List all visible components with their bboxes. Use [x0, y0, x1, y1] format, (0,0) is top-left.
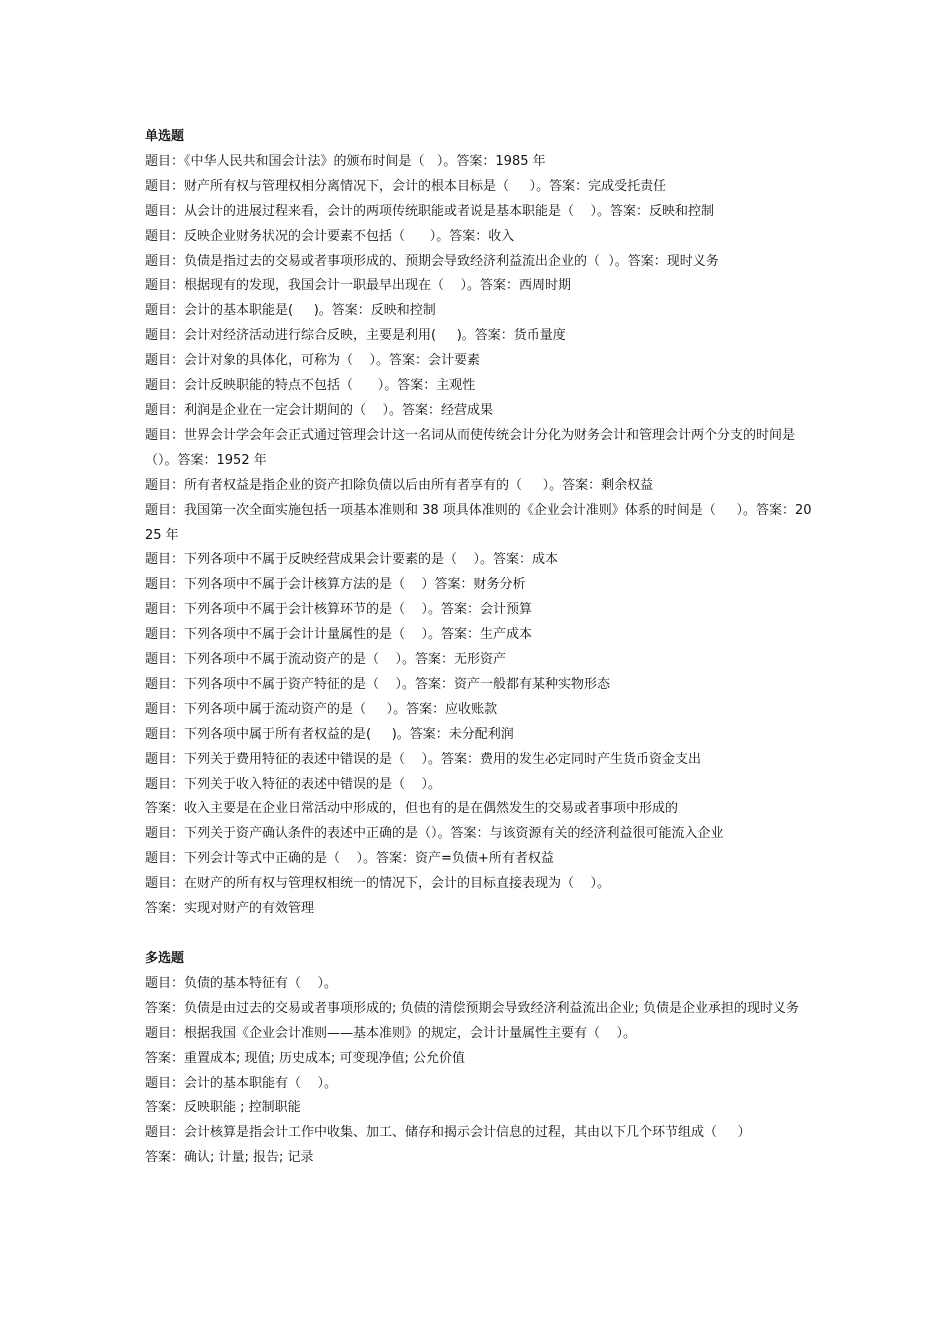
- question-line: 题目：会计的基本职能是( )。答案：反映和控制: [145, 303, 436, 319]
- question-line: 题目：反映企业财务状况的会计要素不包括（ ）。答案：收入: [145, 228, 515, 244]
- question-line: 题目：下列各项中不属于资产特征的是（ ）。答案：资产一般都有某种实物形态: [145, 676, 611, 692]
- question-list: [145, 150, 815, 922]
- question-line: 题目：下列关于费用特征的表述中错误的是（ ）。答案：费用的发生必定同时产生货币资金支出: [145, 751, 702, 767]
- section-multiple-choice: [145, 947, 815, 1171]
- question-line: 题目：世界会计学会年会正式通过管理会计这一名词从而使传统会计分化为财务会计和管理会计两个分支的时间是（）。答案：1952 年: [145, 427, 796, 468]
- question-line: 题目：下列关于收入特征的表述中错误的是（ ）。: [145, 776, 442, 792]
- question-line: 题目：利润是企业在一定会计期间的（ ）。答案：经营成果: [145, 402, 494, 418]
- question-line: 题目：负债是指过去的交易或者事项形成的、预期会导致经济利益流出企业的（ ）。答案：现时义务: [145, 253, 719, 269]
- question-line: 题目：下列会计等式中正确的是（ ）。答案：资产=负债+所有者权益: [145, 851, 554, 867]
- question-line: 题目：财产所有权与管理权相分离情况下，会计的根本目标是（ ）。答案：完成受托责任: [145, 178, 667, 194]
- question-line: 题目：下列各项中不属于会计计量属性的是（ ）。答案：生产成本: [145, 627, 533, 643]
- question-line: 题目：会计对经济活动进行综合反映，主要是利用( )。答案：货币量度: [145, 328, 566, 344]
- question-line: 题目：会计核算是指会计工作中收集、加工、储存和揭示会计信息的过程，其由以下几个环节组成（ ）: [145, 1125, 751, 1141]
- question-line: 题目：会计的基本职能有（ ）。: [145, 1075, 338, 1091]
- section-single-choice: [145, 125, 815, 922]
- question-line: 题目：下列各项中属于所有者权益的是( )。答案：未分配利润: [145, 726, 514, 742]
- question-line: 题目：在财产的所有权与管理权相统一的情况下，会计的目标直接表现为（ ）。: [145, 876, 611, 892]
- question-line: 答案：负债是由过去的交易或者事项形成的; 负债的清偿预期会导致经济利益流出企业; 负债是企业承担的现时义务: [145, 1000, 800, 1016]
- question-line: 答案：反映职能 ; 控制职能: [145, 1100, 301, 1116]
- question-line: 答案：收入主要是在企业日常活动中形成的，但也有的是在偶然发生的交易或者事项中形成的: [145, 801, 679, 817]
- question-line: 题目：负债的基本特征有（ ）。: [145, 975, 338, 991]
- question-line: 题目：下列关于资产确认条件的表述中正确的是（）。答案：与该资源有关的经济利益很可能流入企业: [145, 826, 724, 842]
- question-line: 答案：重置成本; 现值; 历史成本; 可变现净值; 公允价值: [145, 1050, 466, 1066]
- question-list: [145, 972, 815, 1171]
- question-line: 题目：根据现有的发现，我国会计一职最早出现在（ ）。答案：西周时期: [145, 278, 572, 294]
- question-line: 题目：下列各项中不属于会计核算方法的是（ ）答案：财务分析: [145, 577, 526, 593]
- question-line: 题目：我国第一次全面实施包括一项基本准则和 38 项具体准则的《企业会计准则》体系的时间是（ ）。答案：2025 年: [145, 502, 812, 543]
- question-line: 题目：下列各项中不属于会计核算环节的是（ ）。答案：会计预算: [145, 602, 533, 618]
- question-line: 答案：实现对财产的有效管理: [145, 901, 315, 917]
- section-title: 单选题: [145, 129, 185, 144]
- question-line: 题目：会计反映职能的特点不包括（ ）。答案：主观性: [145, 378, 476, 394]
- question-line: 题目：《中华人民共和国会计法》的颁布时间是（ ）。答案：1985 年: [145, 153, 546, 169]
- question-line: 题目：从会计的进展过程来看，会计的两项传统职能或者说是基本职能是（ ）。答案：反映和控制: [145, 203, 715, 219]
- question-line: 题目：下列各项中不属于流动资产的是（ ）。答案：无形资产: [145, 652, 507, 668]
- document-page: [145, 125, 815, 1171]
- section-title: 多选题: [145, 951, 185, 966]
- question-line: 题目：会计对象的具体化，可称为（ ）。答案：会计要素: [145, 353, 481, 369]
- question-line: 题目：下列各项中不属于反映经营成果会计要素的是（ ）。答案：成本: [145, 552, 559, 568]
- question-line: 题目：根据我国《企业会计准则——基本准则》的规定，会计计量属性主要有（ ）。: [145, 1025, 637, 1041]
- question-line: 题目：下列各项中属于流动资产的是（ ）。答案：应收账款: [145, 701, 498, 717]
- question-line: 答案：确认; 计量; 报告; 记录: [145, 1150, 314, 1166]
- question-line: 题目：所有者权益是指企业的资产扣除负债以后由所有者享有的（ ）。答案：剩余权益: [145, 477, 654, 493]
